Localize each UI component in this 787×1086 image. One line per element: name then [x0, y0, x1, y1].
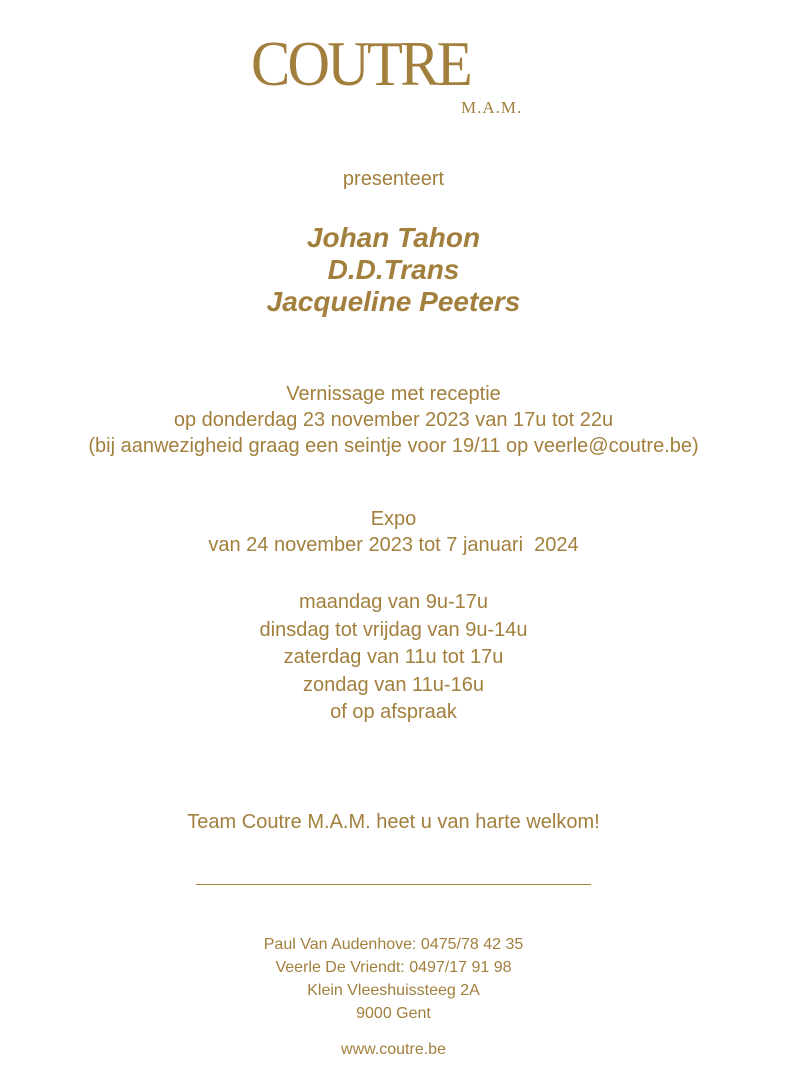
welcome-message: Team Coutre M.A.M. heet u van harte welkom!: [187, 811, 600, 833]
expo-period: van 24 november 2023 tot 7 januari 2024: [208, 534, 579, 556]
logo-subtitle: M.A.M.: [461, 98, 523, 117]
artist-name: D.D.Trans: [327, 254, 460, 285]
artist-name: Johan Tahon: [306, 222, 481, 253]
contact-street: Klein Vleeshuissteeg 2A: [307, 982, 480, 999]
vernissage-rsvp: (bij aanwezigheid graag een seintje voor 19/11 op veerle@coutre.be): [88, 435, 699, 457]
expo-title: Expo: [370, 508, 417, 530]
hours-line: of op afspraak: [330, 701, 457, 723]
expo-section: [0, 506, 787, 558]
contact-person: Veerle De Vriendt: 0497/17 91 98: [275, 959, 512, 976]
website-link[interactable]: www.coutre.be: [341, 1041, 446, 1058]
vernissage-title: Vernissage met receptie: [286, 383, 501, 405]
coutre-logo: COUTRE: [251, 28, 470, 99]
divider-line: [196, 884, 591, 885]
hours-line: dinsdag tot vrijdag van 9u-14u: [259, 618, 528, 641]
hours-line: zaterdag van 11u tot 17u: [283, 646, 504, 668]
contact-person: Paul Van Audenhove: 0475/78 42 35: [263, 936, 524, 953]
contact-block: [0, 933, 787, 1025]
contact-city: 9000 Gent: [356, 1005, 431, 1022]
hours-line: maandag van 9u-17u: [298, 591, 489, 613]
artist-list: [0, 222, 787, 318]
vernissage-section: [0, 381, 787, 459]
intro-text: presenteert: [342, 168, 445, 190]
hours-line: zondag van 11u-16u: [303, 673, 484, 696]
vernissage-date: op donderdag 23 november 2023 van 17u tot 22u: [173, 409, 614, 431]
artist-name: Jacqueline Peeters: [266, 286, 521, 317]
opening-hours: [0, 589, 787, 727]
